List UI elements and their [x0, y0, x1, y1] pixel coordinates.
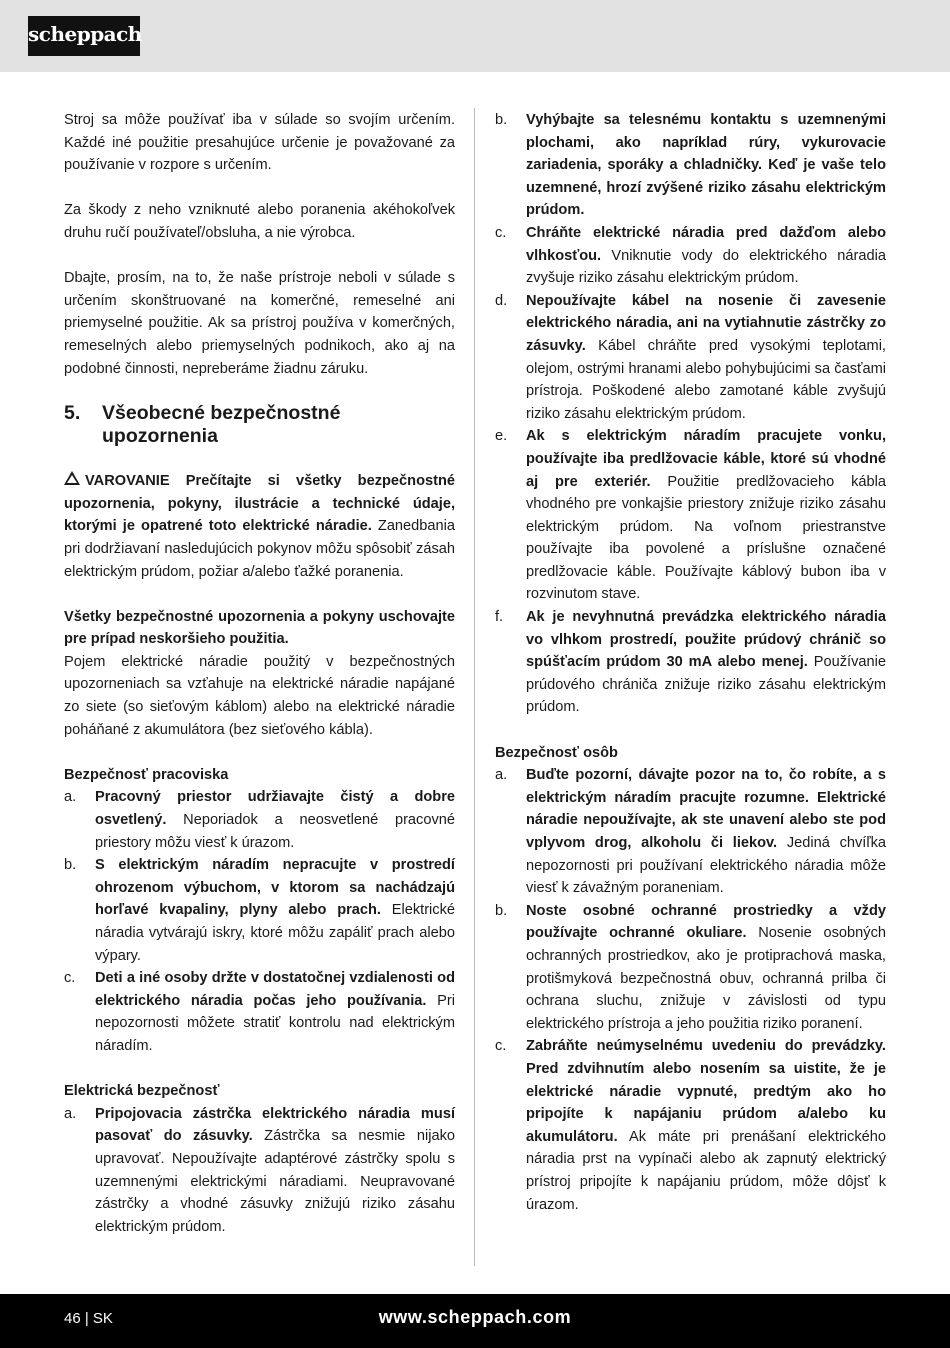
list-item [64, 967, 455, 1057]
warning-triangle-icon [64, 471, 80, 485]
item-bold: Zabráňte neúmyselnému uvedeniu do prevádzky. Pred zdvihnutím alebo nosením sa uistite, že je elektrické náradie vypnuté, predtým ako ho pripojíte k napájaniu prúdom a/alebo ku akumulátoru. [526, 1038, 886, 1145]
item-rest: Kábel chráňte pred vysokými teplotami, olejom, ostrými hranami alebo pohybujúcimi sa časťami prístroja. Poškodené alebo zamotané káble zvyšujú riziko zásahu elektrickým prúdom. [526, 337, 886, 422]
item-rest: Používanie prúdového chrániča znižuje riziko zásahu elektrickým prúdom. [526, 654, 886, 716]
list-item [495, 109, 886, 222]
item-text [95, 1103, 455, 1239]
list-item [495, 425, 886, 606]
item-text [95, 967, 455, 1057]
item-label: e. [495, 428, 508, 445]
left-column [64, 109, 455, 1238]
item-bold: Deti a iné osoby držte v dostatočnej vzdialenosti od elektrického náradia počas jeho používania. [95, 970, 455, 1009]
keep-instructions-text: Pojem elektrické náradie použitý v bezpečnostných upozorneniach sa vzťahuje na elektrické náradie napájané zo siete (so sieťovým káblom) alebo na elektrické náradie poháňané z akumulátora (bez sieťového kábla). [64, 653, 455, 738]
item-text [526, 290, 886, 426]
keep-instructions-bold: Všetky bezpečnostné upozornenia a pokyny uschovajte pre prípad neskoršieho použitia. [64, 608, 455, 648]
item-text [526, 222, 886, 290]
commercial-use-paragraph: Dbajte, prosím, na to, že naše prístroje neboli v súlade s určením skonštruované na komerčné, remeselné ani priemyselné použitie. Ak sa prístroj používa v komerčných, remeselných alebo priemyselných podnikoch, ako aj na podobné činnosti, nepreberáme žiadnu záruku. [64, 270, 455, 377]
item-label: b. [64, 857, 77, 874]
list-item [495, 1035, 886, 1216]
brand-logo [28, 16, 140, 56]
item-bold: Noste osobné ochranné prostriedky a vždy používajte ochranné okuliare. [526, 902, 886, 942]
item-label: a. [64, 1105, 77, 1122]
section-number: 5. [64, 402, 81, 425]
item-text [526, 764, 886, 900]
item-label: d. [495, 292, 508, 309]
item-label: a. [495, 767, 508, 784]
list-item [495, 222, 886, 290]
item-label: c. [495, 224, 507, 241]
item-bold: Pracovný priestor udržiavajte čistý a dobre osvetlený. [95, 789, 455, 829]
list-item [495, 606, 886, 719]
item-rest: Neporiadok a neosvetlené pracovné priestory môžu viesť k úrazom. [95, 812, 455, 851]
personal-safety-list [495, 764, 886, 1216]
item-bold: Buďte pozorní, dávajte pozor na to, čo robíte, a s elektrickým náradím pracujte rozumne. Elektrické náradie nepoužívajte, ak ste unavení alebo ste pod vplyvom drog, alkoholu či liekov. [526, 767, 886, 851]
list-item [64, 854, 455, 967]
list-item [64, 1103, 455, 1239]
item-rest: Pri nepozornosti môžete stratiť kontrolu nad elektrickým náradím. [95, 992, 456, 1054]
warning-text: Zanedbania pri dodržiavaní nasledujúcich pokynov môžu spôsobiť zásah elektrickým prúdom, požiar a/alebo ťažké poranenia. [64, 518, 455, 580]
section-title: Všeobecné bezpečnostné upozornenia [102, 402, 341, 448]
warning-paragraph [64, 470, 455, 583]
item-label: b. [495, 112, 508, 128]
header-band [0, 0, 950, 72]
workplace-safety-list [64, 786, 455, 1057]
item-text [95, 786, 455, 854]
list-item [495, 290, 886, 426]
section-heading [64, 402, 455, 448]
item-label: c. [495, 1038, 507, 1055]
workplace-safety-title: Bezpečnosť pracoviska [64, 766, 229, 783]
item-label: f. [495, 609, 504, 626]
liability-paragraph: Za škody z neho vzniknuté alebo poranenia akéhokoľvek druhu ručí používateľ/obsluha, a nie výrobca. [64, 202, 455, 241]
item-text [526, 606, 886, 719]
item-rest: Elektrické náradia vytvárajú iskry, ktoré môžu zapáliť prach alebo výpary. [95, 902, 456, 964]
item-bold: Ak je nevyhnutná prevádzka elektrického náradia vo vlhkom prostredí, použite prúdový chránič so spúšťacím prúdom 30 mA alebo menej. [526, 609, 886, 671]
item-rest: Použitie predlžovacieho kábla vhodného pre vonkajšie priestory znižuje riziko zásahu elektrickým prúdom. Na voľnom priestranstve používajte iba povolené a príslušne označené predlžovacie káble. Používajte káblový bubon iba v rozvinutom stave. [526, 473, 886, 603]
item-text [95, 854, 455, 967]
item-bold: Nepoužívajte kábel na nosenie či zavesenie elektrického náradia, ani na vytiahnutie zástrčky zo zásuvky. [526, 292, 886, 354]
item-rest: Nosenie osobných ochranných prostriedkov, ako je protiprachová maska, protišmyková bezpečnostná obuv, ochranná prilba či ochrana sluchu, znižuje v závislosti od typu elektrického prístroja a jeho použitia riziko poranení. [526, 925, 886, 1032]
item-bold: Chráňte elektrické náradia pred dažďom alebo vlhkosťou. [526, 224, 886, 264]
item-bold: Vyhýbajte sa telesnému kontaktu s uzemnenými plochami, ako napríklad rúry, vykurovacie zariadenia, sporáky a chladničky. Keď je vaše telo uzemnené, hrozí zvýšené riziko zásahu elektrickým prúdom. [526, 112, 886, 219]
list-item [64, 786, 455, 854]
footer-url: www.scheppach.com [378, 1307, 572, 1327]
item-text [526, 425, 886, 606]
item-text [526, 900, 886, 1036]
list-item [495, 900, 886, 1036]
page-number: 46 | SK [64, 1310, 113, 1327]
list-item [495, 764, 886, 900]
item-text [526, 1035, 886, 1216]
electrical-safety-list-continued [495, 109, 886, 719]
item-label: b. [495, 902, 508, 919]
item-label: c. [64, 970, 76, 987]
logo-text: scheppach [28, 22, 142, 46]
personal-safety-title: Bezpečnosť osôb [495, 744, 618, 761]
item-rest: Zástrčka sa nesmie nijako upravovať. Nepoužívajte adaptérové zástrčky spolu s uzemnenými elektrickými náradiami. Neupravované zástrčky a vhodné zásuvky znižujú riziko zásahu elektrickým prúdom. [95, 1128, 455, 1235]
item-bold: Pripojovacia zástrčka elektrického náradia musí pasovať do zásuvky. [95, 1105, 455, 1145]
electrical-safety-title: Elektrická bezpečnosť [64, 1083, 220, 1100]
item-bold: S elektrickým náradím nepracujte v prostredí ohrozenom výbuchom, v ktorom sa nachádzajú horľavé kvapaliny, plyny alebo prach. [95, 857, 455, 919]
intended-use-paragraph: Stroj sa môže používať iba v súlade so svojím určením. Každé iné použitie presahujúce určenie je považované za používanie v rozpore s určením. [64, 112, 455, 174]
right-column [495, 109, 886, 1216]
warning-bold: VAROVANIE Prečítajte si všetky bezpečnostné upozornenia, pokyny, ilustrácie a technické údaje, ktorými je opatrené toto elektrické náradie. [64, 473, 455, 535]
item-rest: Jediná chvíľka nepozornosti pri používaní elektrického náradia môže viesť k závažným poraneniam. [526, 835, 886, 897]
item-bold: Ak s elektrickým náradím pracujete vonku, používajte iba predlžovacie káble, ktoré sú vhodné aj pre exteriér. [526, 428, 886, 490]
electrical-safety-list [64, 1103, 455, 1239]
item-rest: Ak máte pri prenášaní elektrického náradia prst na vypínači alebo ak zapnutý elektrický prístroj pripojíte k napájaniu prúdom, môže dôjsť k úrazom. [526, 1128, 886, 1213]
footer-bar [0, 1294, 950, 1348]
item-label: a. [64, 789, 77, 806]
column-divider [474, 108, 475, 1266]
item-text [526, 109, 886, 222]
item-rest: Vniknutie vody do elektrického náradia zvyšuje riziko zásahu elektrickým prúdom. [526, 247, 886, 287]
